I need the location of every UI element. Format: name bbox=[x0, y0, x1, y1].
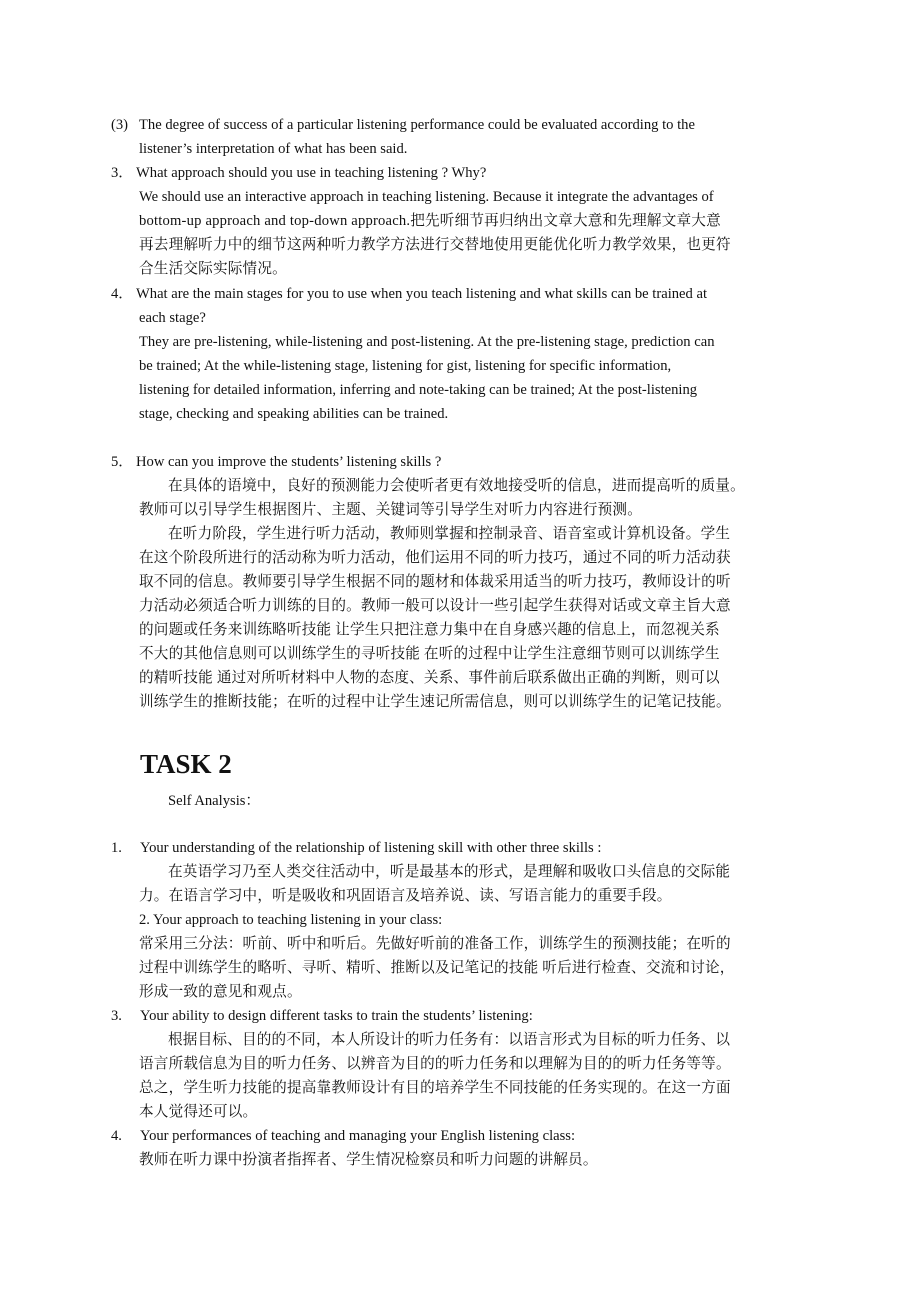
answer-line: 在听力阶段，学生进行听力活动，教师则掌握和控制录音、语音室或计算机设备。学生 bbox=[168, 526, 731, 542]
section-subtitle: Self Analysis： bbox=[168, 793, 261, 809]
answer-line: 形成一致的意见和观点。 bbox=[139, 984, 302, 1000]
answer-line: We should use an interactive approach in teaching listening. Because it integrate the advantages of bbox=[139, 189, 714, 205]
paragraph-line: listener’s interpretation of what has been said. bbox=[139, 141, 408, 157]
answer-line: 教师可以引导学生根据图片、主题、关键词等引导学生对听力内容进行预测。 bbox=[139, 502, 642, 518]
item-marker: (3) bbox=[111, 117, 129, 133]
answer-line: 的精听技能 通过对所听材料中人物的态度、关系、事件前后联系做出正确的判断，则可以 bbox=[139, 670, 720, 686]
answer-line: 力活动必须适合听力训练的目的。教师一般可以设计一些引起学生获得对话或文章主旨大意 bbox=[139, 598, 731, 614]
answer-line: 合生活交际实际情况。 bbox=[139, 261, 287, 277]
answer-line: 训练学生的推断技能；在听的过程中让学生速记所需信息，则可以训练学生的记笔记技能。 bbox=[139, 694, 731, 710]
answer-line: 教师在听力课中扮演者指挥者、学生情况检察员和听力问题的讲解员。 bbox=[139, 1152, 598, 1168]
answer-line: 力。在语言学习中，听是吸收和巩固语言及培养说、读、写语言能力的重要手段。 bbox=[139, 888, 672, 904]
paragraph-line: The degree of success of a particular listening performance could be evaluated according to the bbox=[139, 117, 695, 133]
question-number: 3． bbox=[111, 165, 133, 181]
section-heading: TASK 2 bbox=[140, 749, 232, 779]
item-number: 3. bbox=[111, 1008, 122, 1024]
answer-line: listening for detailed information, inferring and note-taking can be trained; At the post-listening bbox=[139, 382, 698, 398]
answer-line: 在具体的语境中，良好的预测能力会使听者更有效地接受听的信息，进而提高听的质量。 bbox=[168, 478, 745, 494]
answer-line: 过程中训练学生的略听、寻听、精听、推断以及记笔记的技能 听后进行检查、交流和讨论， bbox=[139, 960, 735, 976]
question-text: Your ability to design different tasks to train the students’ listening: bbox=[140, 1008, 533, 1024]
answer-line: stage, checking and speaking abilities can be trained. bbox=[139, 406, 449, 422]
answer-line: be trained; At the while-listening stage, listening for gist, listening for specific information, bbox=[139, 358, 672, 374]
answer-line: 根据目标、目的的不同，本人所设计的听力任务有：以语言形式为目标的听力任务、以 bbox=[168, 1032, 731, 1048]
answer-line: 的问题或任务来训练略听技能 让学生只把注意力集中在自身感兴趣的信息上，而忽视关系 bbox=[139, 622, 720, 638]
question-text: Your performances of teaching and managing your English listening class: bbox=[140, 1128, 576, 1144]
answer-line: 取不同的信息。教师要引导学生根据不同的题材和体裁采用适当的听力技巧，教师设计的听 bbox=[139, 574, 731, 590]
question-text: 2. Your approach to teaching listening in your class: bbox=[139, 912, 443, 928]
answer-line: 在英语学习乃至人类交往活动中，听是最基本的形式，是理解和吸收口头信息的交际能 bbox=[168, 864, 731, 880]
question-number: 4． bbox=[111, 286, 133, 302]
answer-line: bottom-up approach and top-down approach.把先听细节再归纳出文章大意和先理解文章大意 bbox=[139, 213, 721, 229]
question-text: Your understanding of the relationship of listening skill with other three skills : bbox=[140, 840, 602, 856]
answer-line: 语言所载信息为目的听力任务、以辨音为目的的听力任务和以理解为目的的听力任务等等。 bbox=[139, 1056, 731, 1072]
item-number: 1. bbox=[111, 840, 122, 856]
answer-line: 在这个阶段所进行的活动称为听力活动，他们运用不同的听力技巧，通过不同的听力活动获 bbox=[139, 550, 731, 566]
answer-line: 本人觉得还可以。 bbox=[139, 1104, 258, 1120]
question-text: How can you improve the students’ listening skills ? bbox=[136, 454, 442, 470]
question-text: What are the main stages for you to use when you teach listening and what skills can be trained at bbox=[136, 286, 708, 302]
answer-line: 不大的其他信息则可以训练学生的寻听技能 在听的过程中让学生注意细节则可以训练学生 bbox=[139, 646, 720, 662]
question-number: 5． bbox=[111, 454, 133, 470]
question-text: each stage? bbox=[139, 310, 206, 326]
question-text: What approach should you use in teaching listening ? Why? bbox=[136, 165, 487, 181]
item-number: 4. bbox=[111, 1128, 122, 1144]
answer-line: 总之，学生听力技能的提高靠教师设计有目的培养学生不同技能的任务实现的。在这一方面 bbox=[139, 1080, 731, 1096]
answer-line: 常采用三分法：听前、听中和听后。先做好听前的准备工作，训练学生的预测技能；在听的 bbox=[139, 936, 731, 952]
answer-line: They are pre-listening, while-listening and post-listening. At the pre-listening stage, prediction can bbox=[139, 334, 715, 350]
answer-line: 再去理解听力中的细节这两种听力教学方法进行交替地使用更能优化听力教学效果，也更符 bbox=[139, 237, 731, 253]
